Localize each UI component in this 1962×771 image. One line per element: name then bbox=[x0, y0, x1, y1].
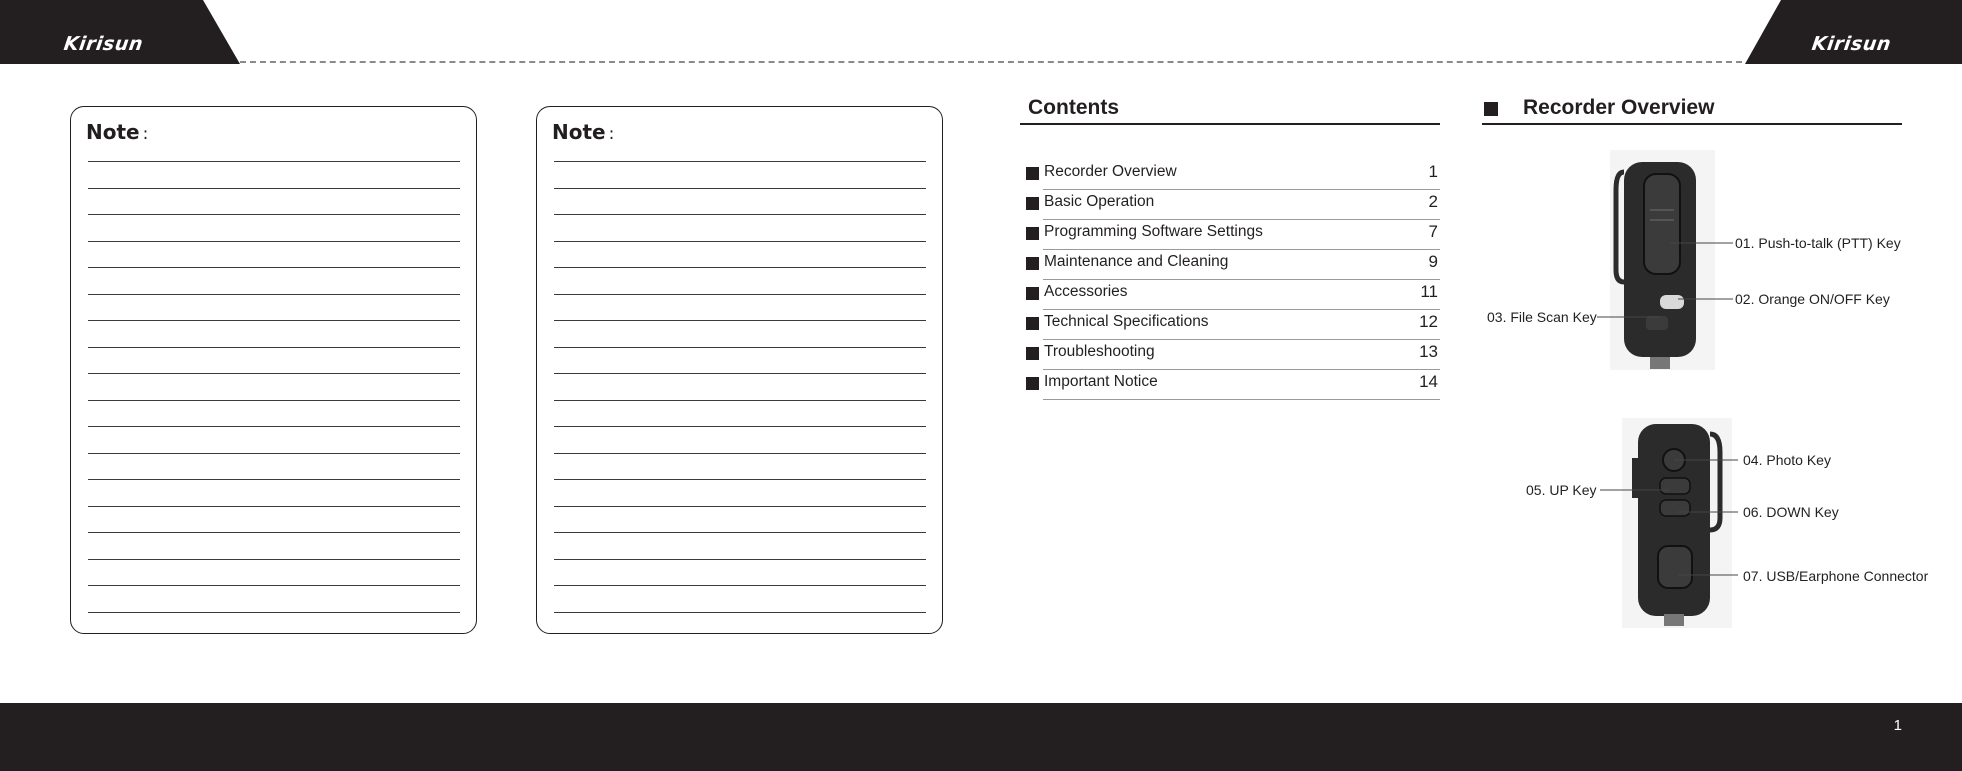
note-ruled-line bbox=[554, 479, 926, 480]
note-ruled-line bbox=[88, 426, 460, 427]
toc-item-page: 12 bbox=[1419, 312, 1438, 331]
toc-bullet bbox=[1026, 317, 1039, 330]
toc-item-label: Accessories bbox=[1044, 283, 1128, 300]
toc-bullet bbox=[1026, 167, 1039, 180]
toc-item[interactable] bbox=[1026, 310, 1440, 340]
note-ruled-line bbox=[88, 214, 460, 215]
toc-item[interactable] bbox=[1026, 370, 1440, 400]
note-ruled-line bbox=[554, 188, 926, 189]
note-ruled-line bbox=[88, 320, 460, 321]
note-ruled-line bbox=[554, 585, 926, 586]
callout-on-off-key: 02. Orange ON/OFF Key bbox=[1735, 291, 1890, 307]
contents-title-rule bbox=[1020, 123, 1440, 125]
note-ruled-line bbox=[88, 532, 460, 533]
note-ruled-line bbox=[88, 267, 460, 268]
callout-photo-key: 04. Photo Key bbox=[1743, 452, 1831, 468]
toc-item-page: 1 bbox=[1428, 162, 1438, 181]
note-ruled-line bbox=[554, 426, 926, 427]
note-ruled-line bbox=[88, 612, 460, 613]
note-title-left: Note : bbox=[86, 120, 149, 144]
footer-bar bbox=[0, 703, 1962, 771]
callout-lines-bottom bbox=[1590, 450, 1750, 590]
note-ruled-line bbox=[554, 506, 926, 507]
note-title-right: Note : bbox=[552, 120, 615, 144]
toc-item[interactable] bbox=[1026, 250, 1440, 280]
toc-item-underline bbox=[1043, 399, 1440, 400]
note-ruled-line bbox=[554, 161, 926, 162]
note-ruled-line bbox=[554, 400, 926, 401]
toc-item-label: Technical Specifications bbox=[1044, 313, 1209, 330]
toc-item-page: 2 bbox=[1428, 192, 1438, 211]
toc-item-page: 14 bbox=[1419, 372, 1438, 391]
note-ruled-line bbox=[554, 453, 926, 454]
toc-bullet bbox=[1026, 287, 1039, 300]
contents-title: Contents bbox=[1028, 96, 1119, 119]
toc-item-label: Recorder Overview bbox=[1044, 163, 1177, 180]
device-bottom-connector bbox=[1664, 614, 1684, 626]
note-ruled-line bbox=[88, 559, 460, 560]
note-ruled-line bbox=[88, 373, 460, 374]
note-ruled-line bbox=[88, 585, 460, 586]
callout-usb-connector: 07. USB/Earphone Connector bbox=[1743, 568, 1929, 584]
note-box-left bbox=[70, 106, 477, 634]
toc-item[interactable] bbox=[1026, 160, 1440, 190]
note-ruled-line bbox=[554, 320, 926, 321]
toc-item-label: Troubleshooting bbox=[1044, 343, 1155, 360]
note-ruled-line bbox=[554, 559, 926, 560]
toc-item[interactable] bbox=[1026, 340, 1440, 370]
toc-item-label: Important Notice bbox=[1044, 373, 1158, 390]
toc-bullet bbox=[1026, 347, 1039, 360]
callout-ptt-key: 01. Push-to-talk (PTT) Key bbox=[1735, 235, 1901, 251]
note-ruled-line bbox=[554, 532, 926, 533]
brand-logo-right: Kirisun bbox=[1810, 33, 1893, 55]
toc-bullet bbox=[1026, 257, 1039, 270]
note-ruled-line bbox=[554, 214, 926, 215]
note-ruled-line bbox=[88, 241, 460, 242]
note-ruled-line bbox=[554, 241, 926, 242]
toc-item-page: 9 bbox=[1428, 252, 1438, 271]
note-ruled-line bbox=[88, 506, 460, 507]
note-ruled-line bbox=[554, 612, 926, 613]
callout-file-scan-key: 03. File Scan Key bbox=[1487, 309, 1597, 325]
overview-title-bullet bbox=[1484, 102, 1498, 116]
note-ruled-line bbox=[554, 294, 926, 295]
toc-item-page: 11 bbox=[1420, 282, 1438, 301]
note-ruled-line bbox=[554, 347, 926, 348]
toc-item-page: 7 bbox=[1428, 222, 1438, 241]
overview-title: Recorder Overview bbox=[1523, 96, 1715, 119]
toc-item[interactable] bbox=[1026, 190, 1440, 220]
toc-item-label: Basic Operation bbox=[1044, 193, 1155, 210]
header-bar bbox=[0, 0, 1962, 64]
note-box-right bbox=[536, 106, 943, 634]
toc-bullet bbox=[1026, 227, 1039, 240]
brand-logo-left: Kirisun bbox=[62, 33, 145, 55]
toc-bullet bbox=[1026, 197, 1039, 210]
note-ruled-line bbox=[88, 453, 460, 454]
toc-item-page: 13 bbox=[1419, 342, 1438, 361]
note-ruled-line bbox=[88, 294, 460, 295]
note-ruled-line bbox=[88, 347, 460, 348]
note-ruled-line bbox=[554, 373, 926, 374]
callout-up-key: 05. UP Key bbox=[1526, 482, 1597, 498]
header-corner-shapes bbox=[0, 0, 1962, 64]
note-ruled-line bbox=[88, 188, 460, 189]
overview-title-rule bbox=[1482, 123, 1902, 125]
note-ruled-line bbox=[554, 267, 926, 268]
callout-down-key: 06. DOWN Key bbox=[1743, 504, 1839, 520]
toc-item-label: Programming Software Settings bbox=[1044, 223, 1263, 240]
note-ruled-line bbox=[88, 400, 460, 401]
note-ruled-line bbox=[88, 479, 460, 480]
page-number: 1 bbox=[1893, 717, 1902, 734]
header-dashed-line bbox=[240, 61, 1742, 63]
toc-bullet bbox=[1026, 377, 1039, 390]
toc-item[interactable] bbox=[1026, 280, 1440, 310]
toc-item[interactable] bbox=[1026, 220, 1440, 250]
note-ruled-line bbox=[88, 161, 460, 162]
toc-item-label: Maintenance and Cleaning bbox=[1044, 253, 1229, 270]
device-bottom-connector bbox=[1650, 357, 1670, 369]
